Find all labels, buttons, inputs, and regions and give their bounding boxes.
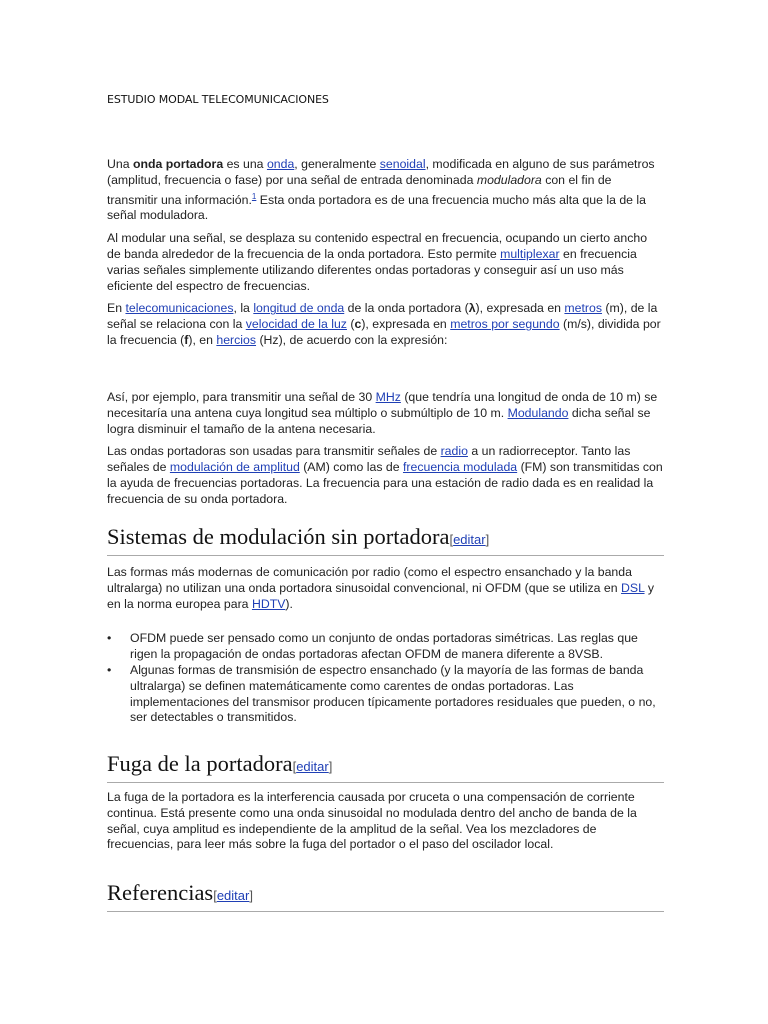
paragraph-formas-modernas: Las formas más modernas de comunicación por radio (como el espectro ensanchado y la banda ultralarga) no utilizan una onda portadora sinusoidal convencional, ni OFDM (que se utiliza en DSL y en la norma europea para HDTV). — [107, 565, 655, 611]
ejemplo-section — [107, 390, 664, 508]
paragraph-onda-portadora: Una onda portadora es una onda, generalmente senoidal, modificada en alguno de sus parámetros (amplitud, frecuencia o fase) por una señal de entrada denominada moduladora con el fin de transmitir una información.$^1$ Esta onda portadora es de una frecuencia mucho más alta que la de la señal moduladora. — [107, 157, 655, 223]
bullet-list — [107, 631, 664, 726]
link-modulando[interactable]: Modulando — [507, 405, 569, 420]
edit-link-wrapper: [editar] — [292, 759, 333, 774]
heading-sistemas: Sistemas de modulación sin portadora[editar] — [107, 524, 664, 556]
link-metros[interactable]: metros — [564, 301, 603, 316]
edit-fuga-link[interactable]: editar — [296, 759, 329, 774]
link-modulacion-de-amplitud[interactable]: modulación de amplitud — [169, 460, 300, 475]
link-metros-por-segundo[interactable]: metros por segundo — [450, 317, 560, 332]
edit-link-wrapper: [editar] — [449, 532, 490, 547]
link-hdtv[interactable]: HDTV — [251, 596, 286, 611]
list-item: • OFDM puede ser pensado como un conjunto de ondas portadoras simétricas. Las reglas que rigen la propagación de ondas portadoras afectan OFDM de manera diferente a 8VSB. — [107, 631, 664, 663]
link-velocidad-de-la-luz[interactable]: velocidad de la luz — [245, 317, 347, 332]
intro-section — [107, 157, 664, 349]
heading-referencias: Referencias[editar] — [107, 880, 664, 912]
link-longitud-de-onda[interactable]: longitud de onda — [253, 301, 345, 316]
edit-referencias-link[interactable]: editar — [216, 888, 250, 903]
link-senoidal[interactable]: senoidal — [379, 157, 426, 171]
link-dsl[interactable]: DSL — [621, 580, 645, 595]
paragraph-ejemplo: Así, por ejemplo, para transmitir una señal de 30 MHz (que tendría una longitud de onda de 10 m) se necesitaría una antena cuya longitud sea múltiplo o submúltiplo de 10 m. Modulando dicha señal se logra disminuir el tamaño de la antena necesaria. — [107, 390, 658, 436]
edit-link-wrapper: [editar] — [213, 888, 253, 903]
link-hercios[interactable]: hercios — [216, 333, 257, 348]
link-onda[interactable]: onda — [266, 157, 295, 171]
paragraph-modular: Al modular una señal, se desplaza su contenido espectral en frecuencia, ocupando un cierto ancho de banda alrededor de la frecuencia de la onda portadora. Esto permite multiplexar en frecuencia varias señales simplemente utilizando diferentes ondas portadoras y conseguir así un uso más eficiente del espectro de frecuencias. — [107, 231, 648, 293]
link-mhz[interactable]: MHz — [375, 390, 401, 404]
document-title: ESTUDIO MODAL TELECOMUNICACIONES — [107, 93, 329, 106]
paragraph-longitud-onda: En telecomunicaciones, la longitud de onda de la onda portadora (λ), expresada en metros (m), de la señal se relaciona con la velocidad de la luz (c), expresada en metros por segundo (m/s), dividida por la frecuencia (f), en hercios (Hz), de acuerdo con la expresión: — [107, 301, 661, 348]
heading-fuga: Fuga de la portadora[editar] — [107, 751, 664, 783]
link-radio[interactable]: radio — [440, 444, 468, 459]
section-fuga — [107, 751, 664, 853]
list-item: • Algunas formas de transmisión de espectro ensanchado (y la mayoría de las formas de banda ultralarga) se definen matemáticamente como carentes de ondas portadoras. Las implementaciones del transmisor producen típicamente portadores residuales que pueden, o no, ser detectables o transmitidos. — [107, 663, 664, 726]
edit-sistemas-link[interactable]: editar — [453, 532, 486, 547]
link-telecomunicaciones[interactable]: telecomunicaciones — [125, 301, 234, 316]
section-referencias — [107, 880, 664, 912]
link-frecuencia-modulada[interactable]: frecuencia modulada — [402, 460, 518, 475]
paragraph-radio: Las ondas portadoras son usadas para transmitir señales de radio a un radiorreceptor. Tanto las señales de modulación de amplitud (AM) como las de frecuencia modulada (FM) son transmitidas con la ayuda de frecuencias portadoras. La frecuencia para una estación de radio dada es en realidad la frecuencia de su onda portadora. — [107, 444, 663, 506]
footnote-1-link[interactable]: 1 — [251, 191, 257, 201]
paragraph-fuga: La fuga de la portadora es la interferencia causada por cruceta o una compensación de corriente continua. Está presente como una onda sinusoidal no modulada dentro del ancho de banda de la señal, cuya amplitud es independiente de la amplitud de la señal. Vea los mezcladores de frecuencias, para leer más sobre la fuga del portador o el paso del oscilador local. — [107, 790, 637, 852]
section-sistemas — [107, 524, 664, 726]
link-multiplexar[interactable]: multiplexar — [500, 247, 560, 262]
